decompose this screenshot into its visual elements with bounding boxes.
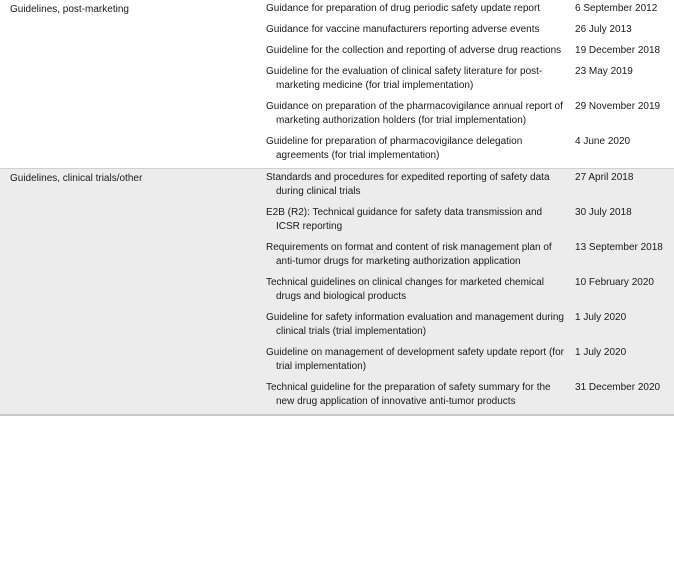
table-row: [0, 309, 674, 344]
table-row: [0, 42, 674, 63]
table-row: [0, 274, 674, 309]
issue-date: 13 September 2018: [575, 242, 663, 253]
issue-date: 19 December 2018: [575, 45, 661, 56]
document-title: Requirements on format and content of risk management plan of anti-tumor drugs for marketing authorization application: [266, 242, 552, 267]
document-title: Guideline for preparation of pharmacovigilance delegation agreements (for trial implementation): [266, 136, 523, 161]
issue-date: 10 February 2020: [575, 277, 654, 288]
document-title: E2B (R2): Technical guidance for safety data transmission and ICSR reporting: [266, 207, 543, 232]
document-title: Technical guideline for the preparation of safety summary for the new drug application of innovative anti-tumor products: [266, 382, 551, 407]
table-row: [0, 239, 674, 274]
issue-date: 1 July 2020: [575, 347, 627, 358]
table-row: [0, 379, 674, 414]
table-section: [0, 168, 674, 416]
document-title: Standards and procedures for expedited reporting of safety data during clinical trials: [266, 172, 550, 197]
table-row: [0, 21, 674, 42]
issue-date: 4 June 2020: [575, 136, 631, 147]
table-row: [0, 133, 674, 168]
document-title: Technical guidelines on clinical changes for marketed chemical drugs and biological products: [266, 277, 544, 302]
issue-date: 1 July 2020: [575, 312, 627, 323]
table-row: [0, 344, 674, 379]
issue-date: 30 July 2018: [575, 207, 632, 218]
issue-date: 27 April 2018: [575, 172, 634, 183]
document-title: Guideline for the collection and reporting of adverse drug reactions: [266, 45, 562, 56]
document-title: Guidance on preparation of the pharmacovigilance annual report of marketing authorization holders (for trial implementation): [266, 101, 563, 126]
category-label: Guidelines, clinical trials/other: [10, 173, 143, 184]
category-label: Guidelines, post-marketing: [10, 4, 129, 15]
table-row: [0, 98, 674, 133]
document-title: Guideline on management of development safety update report (for trial implementation): [266, 347, 564, 372]
table-row: [0, 63, 674, 98]
document-title: Guidance for preparation of drug periodic safety update report: [266, 3, 541, 14]
issue-date: 6 September 2012: [575, 3, 658, 14]
document-title: Guideline for the evaluation of clinical safety literature for post-marketing medicine (for trial implementation): [266, 66, 543, 91]
issue-date: 26 July 2013: [575, 24, 632, 35]
table-section: [0, 0, 674, 168]
table-row: [0, 204, 674, 239]
issue-date: 29 November 2019: [575, 101, 661, 112]
issue-date: 31 December 2020: [575, 382, 661, 393]
document-title: Guideline for safety information evaluation and management during clinical trials (trial implementation): [266, 312, 564, 337]
document-title: Guidance for vaccine manufacturers reporting adverse events: [266, 24, 540, 35]
issue-date: 23 May 2019: [575, 66, 633, 77]
